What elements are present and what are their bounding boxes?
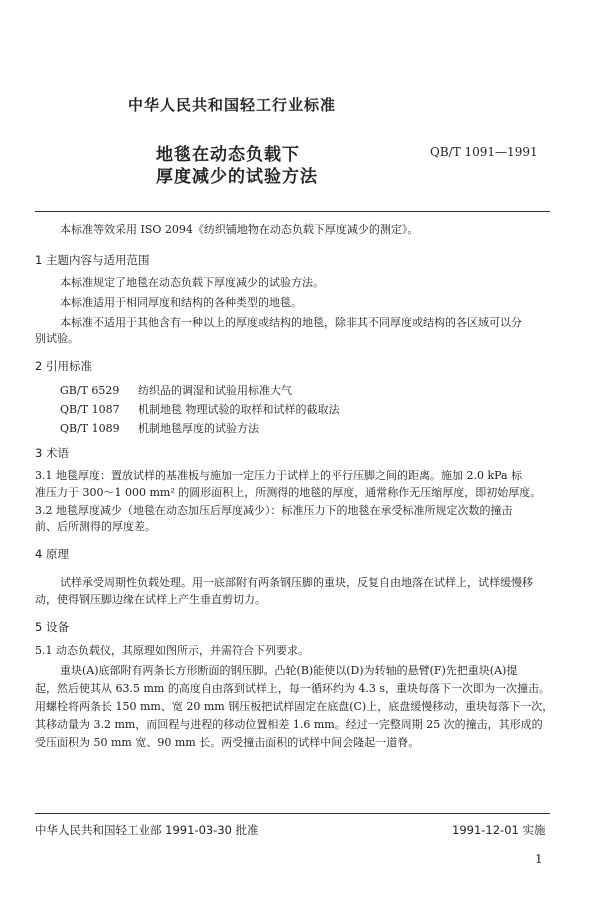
section-3-heading: 3 术语 (35, 446, 69, 460)
reference-item (60, 401, 340, 417)
section-5-heading: 5 设备 (35, 620, 69, 634)
effective-date: 1991-12-01 实施 (452, 823, 546, 837)
item-5-1-line1: 重块(A)底部附有两条长方形断面的钢压脚。凸轮(B)能使以(D)为转轴的悬臂(F)先把重块(A)提 (60, 664, 518, 677)
section-1-para-3-line1: 本标准不适用于其他含有一种以上的厚度或结构的地毯，除非其不同厚度或结构的各区域可以分 (60, 316, 522, 329)
item-5-1-line4: 其移动量为 3.2 mm，而回程与进程的移动位置相差 1.6 mm。经过一完整周期 25 次的撞击，其形成的 (35, 718, 543, 731)
term-3-2-line1: 3.2 地毯厚度减少（地毯在动态加压后厚度减少）：标准压力下的地毯在承受标准所规定次数的撞击 (35, 504, 513, 517)
reference-code: GB/T 6529 (60, 384, 120, 397)
reference-title: 机制地毯厚度的试验方法 (138, 422, 259, 435)
section-4-para-line1: 试样承受周期性负载处理。用一底部附有两条钢压脚的重块，反复自由地落在试样上，试样缓慢移 (60, 576, 533, 589)
issuing-body-heading: 中华人民共和国轻工行业标准 (128, 96, 337, 114)
reference-code: QB/T 1089 (60, 422, 120, 435)
reference-code: QB/T 1087 (60, 403, 120, 416)
section-1-para-2: 本标准适用于相同厚度和结构的各种类型的地毯。 (60, 296, 302, 309)
intro-text: 本标准等效采用 ISO 2094《纺织铺地物在动态负载下厚度减少的测定》。 (60, 223, 419, 236)
page-number: 1 (535, 852, 543, 866)
header-rule (35, 211, 550, 212)
section-1-para-1: 本标准规定了地毯在动态负载下厚度减少的试验方法。 (60, 276, 324, 289)
term-3-1-line2: 准压力于 300～1 000 mm² 的圆形面积上，所测得的地毯的厚度，通常称作无压缩厚度，即初始厚度。 (35, 486, 542, 499)
reference-title: 机制地毯 物理试验的取样和试样的截取法 (138, 403, 340, 416)
standard-code: QB/T 1091—1991 (430, 145, 538, 159)
item-5-1-line3: 用螺栓将两条长 150 mm、宽 20 mm 钢压板把试样固定在底盘(C)上，底盘缓慢移动，重块每落下一次， (35, 700, 554, 713)
section-1-heading: 1 主题内容与适用范围 (35, 253, 150, 267)
document-title-line2: 厚度减少的试验方法 (156, 167, 318, 187)
section-4-heading: 4 原理 (35, 547, 69, 561)
item-5-1-line5: 受压面积为 50 mm 宽、90 mm 长。两受撞击面积的试样中间会隆起一道脊。 (35, 736, 420, 749)
reference-item (60, 420, 259, 436)
reference-title: 纺织品的调湿和试验用标准大气 (138, 384, 292, 397)
item-5-1-heading: 5.1 动态负载仪，其原理如图所示，并需符合下列要求。 (35, 644, 309, 657)
reference-item (60, 382, 292, 398)
term-3-2-line2: 前、后所测得的厚度差。 (35, 520, 156, 533)
item-5-1-line2: 起，然后使其从 63.5 mm 的高度自由落到试样上，每一循环约为 4.3 s，重块每落下一次即为一次撞击。 (35, 682, 550, 695)
approval-statement: 中华人民共和国轻工业部 1991-03-30 批准 (35, 823, 259, 837)
section-1-para-3-line2: 别试验。 (35, 332, 79, 345)
section-2-heading: 2 引用标准 (35, 359, 92, 373)
section-4-para-line2: 动，使得钢压脚边缘在试样上产生垂直剪切力。 (35, 593, 266, 606)
term-3-1-line1: 3.1 地毯厚度：置放试样的基准板与施加一定压力于试样上的平行压脚之间的距离。施加 2.0 kPa 标 (35, 469, 523, 482)
document-title-line1: 地毯在动态负载下 (156, 145, 300, 165)
footer-rule (35, 813, 550, 814)
